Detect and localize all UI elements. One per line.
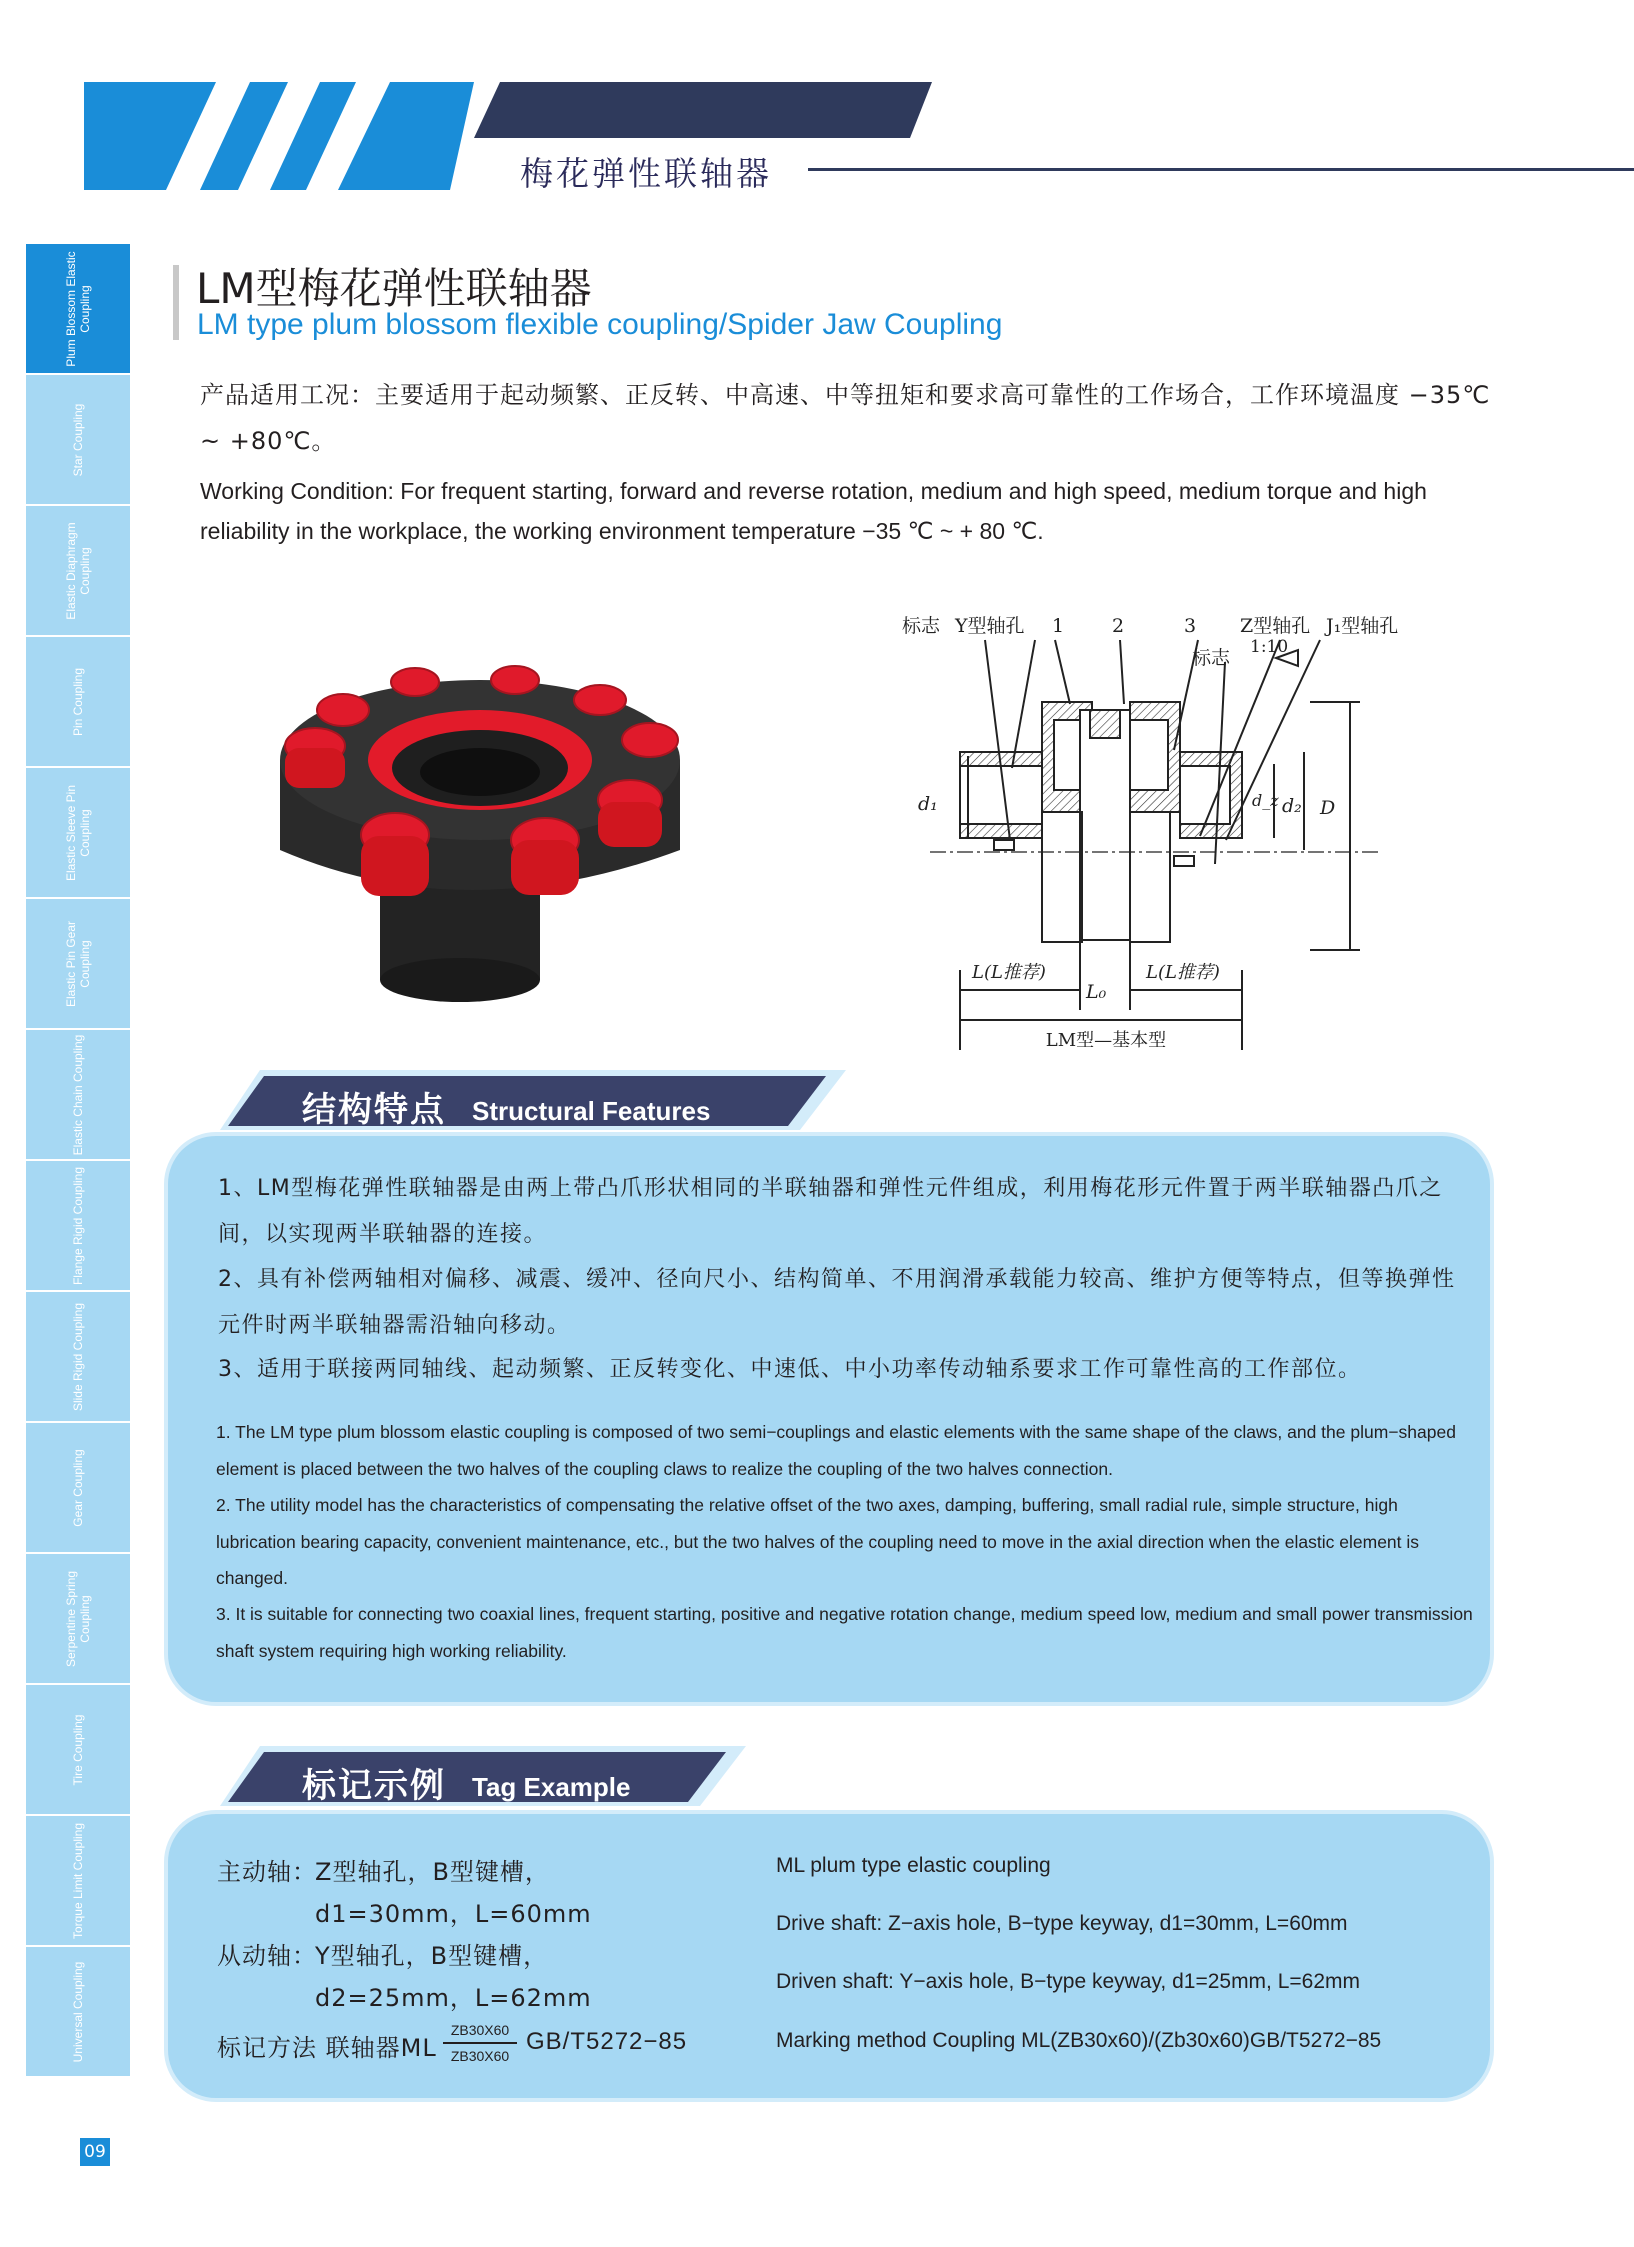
working-condition-cn: 产品适用工况：主要适用于起动频繁、正反转、中高速、中等扭矩和要求高可靠性的工作场合，工作环境温度 −35℃ ~ +80℃。 — [200, 381, 1491, 455]
marking-fraction-top: ZB30X60 — [450, 2022, 510, 2038]
side-tab-slide-rigid[interactable] — [26, 1292, 130, 1421]
working-condition-en: Working Condition: For frequent starting, forward and reverse rotation, medium and high speed, medium torque and high reliability in the workplace, the working environment temperature −35 ℃ ~ + 80 ℃. — [200, 478, 1427, 544]
side-navigation — [26, 244, 130, 2078]
drawing-label-z-hole: Z型轴孔 — [1240, 615, 1311, 637]
drawing-label-l-left: L(L推荐) — [972, 962, 1046, 983]
tag-en-title: ML plum type elastic coupling — [776, 1854, 1051, 1877]
drawing-label-d2: d₂ — [1282, 795, 1302, 817]
technical-drawing — [880, 600, 1440, 1060]
tag-en-driven: Driven shaft: Y−axis hole, B−type keyway, d1=25mm, L=62mm — [776, 1970, 1361, 1993]
drawing-label-y-hole: Y型轴孔 — [955, 615, 1025, 637]
side-tab-tire[interactable] — [26, 1685, 130, 1814]
drawing-label-l0: L₀ — [1086, 981, 1107, 1003]
side-tab-label: Elastic Sleeve Pin Coupling — [64, 784, 92, 881]
drive-shaft-line-1: Z型轴孔，B型键槽， — [315, 1858, 550, 1886]
side-tab-label: Elastic Pin Gear Coupling — [64, 920, 92, 1007]
side-tab-label: Universal Coupling — [71, 1961, 85, 2062]
page-number: 09 — [80, 2138, 110, 2166]
title-accent-bar — [173, 265, 179, 340]
side-tab-label: Plum Blossom Elastic Coupling — [64, 250, 92, 367]
side-tab-label: Star Coupling — [71, 403, 85, 476]
tag-en-method: Marking method Coupling ML(ZB30x60)/(Zb30x60)GB/T5272−85 — [776, 2029, 1382, 2052]
feature-en-2: 2. The utility model has the characteristics of compensating the relative offset of the two axes, damping, buffering, small radial rule, simple structure, high lubrication bearing capacity, convenient maintenance, etc., but the two halves of the coupling need to move in the axial direction when the elastic element is changed. — [216, 1495, 1420, 1588]
tag-en-drive: Drive shaft: Z−axis hole, B−type keyway, d1=30mm, L=60mm — [776, 1912, 1348, 1935]
side-tab-elastic-diaphragm[interactable] — [26, 506, 130, 635]
feature-cn-2: 2、具有补偿两轴相对偏移、减震、缓冲、径向尺小、结构简单、不用润滑承载能力较高、维护方便等特点，但等换弹性元件时两半联轴器需沿轴向移动。 — [218, 1267, 1456, 1338]
tag-heading-en: Tag Example — [472, 1772, 631, 1802]
product-title-en: LM type plum blossom flexible coupling/Spider Jaw Coupling — [197, 308, 1003, 341]
drawing-label-dz: d_z — [1252, 791, 1279, 810]
drawing-label-3: 3 — [1184, 615, 1197, 637]
tag-heading-cn: 标记示例 — [302, 1766, 446, 1806]
drawing-label-mark: 标志 — [902, 615, 941, 637]
drawing-label-D: D — [1320, 797, 1336, 819]
drawing-label-l-right: L(L推荐) — [1146, 962, 1220, 983]
side-tab-star[interactable] — [26, 375, 130, 504]
side-tab-plum-blossom[interactable] — [26, 244, 130, 373]
side-tab-universal[interactable] — [26, 1947, 130, 2076]
driven-shaft-label: 从动轴： — [217, 1942, 317, 1970]
drawing-caption: LM型—基本型 — [1045, 1030, 1167, 1051]
drawing-label-mark-2: 标志 — [1192, 647, 1231, 669]
side-tab-pin[interactable] — [26, 637, 130, 766]
drawing-label-j1-hole: J₁型轴孔 — [1326, 615, 1399, 637]
marking-method-label: 标记方法 联轴器ML — [217, 2034, 437, 2062]
marking-fraction-bar — [443, 2042, 517, 2044]
feature-en-3: 3. It is suitable for connecting two coaxial lines, frequent starting, positive and negative rotation change, medium speed low, medium and small power transmission shaft system requiring high working reliability. — [216, 1604, 1473, 1661]
side-tab-label: Flange Rigid Coupling — [71, 1166, 85, 1285]
side-tab-elastic-chain[interactable] — [26, 1030, 130, 1159]
side-tab-gear[interactable] — [26, 1423, 130, 1552]
drawing-label-d1: d₁ — [918, 793, 938, 815]
driven-shaft-line-1: Y型轴孔，B型键槽， — [315, 1942, 549, 1970]
product-photo — [265, 660, 685, 1020]
side-tab-label: Elastic Diaphragm Coupling — [64, 521, 92, 620]
side-tab-serpentine-spring[interactable] — [26, 1554, 130, 1683]
side-tab-label: Pin Coupling — [71, 667, 85, 736]
drive-shaft-line-2: d1=30mm，L=60mm — [315, 1900, 592, 1928]
features-heading-en: Structural Features — [472, 1096, 711, 1126]
side-tab-label: Torque Limit Coupling — [71, 1822, 85, 1939]
side-tab-label: Gear Coupling — [71, 1448, 85, 1527]
side-tab-elastic-sleeve-pin[interactable] — [26, 768, 130, 897]
features-heading-cn: 结构特点 — [302, 1090, 446, 1130]
feature-cn-3: 3、适用于联接两同轴线、起动频繁、正反转变化、中速低、中小功率传动轴系要求工作可靠性高的工作部位。 — [218, 1357, 1362, 1382]
drive-shaft-label: 主动轴： — [217, 1858, 317, 1886]
header-title: 梅花弹性联轴器 — [520, 154, 772, 193]
marking-standard: GB/T5272−85 — [526, 2028, 688, 2055]
side-tab-elastic-pin-gear[interactable] — [26, 899, 130, 1028]
side-tab-torque-limit[interactable] — [26, 1816, 130, 1945]
feature-cn-1: 1、LM型梅花弹性联轴器是由两上带凸爪形状相同的半联轴器和弹性元件组成，利用梅花形元件置于两半联轴器凸爪之间，以实现两半联轴器的连接。 — [218, 1176, 1443, 1247]
feature-en-1: 1. The LM type plum blossom elastic coupling is composed of two semi−couplings and elastic elements with the same shape of the claws, and the plum−shaped element is placed between the two halves of the coupling claws to realize the coupling of the two halves connection. — [216, 1422, 1456, 1479]
marking-fraction-bottom: ZB30X60 — [450, 2048, 510, 2064]
driven-shaft-line-2: d2=25mm，L=62mm — [315, 1984, 592, 2012]
drawing-label-2: 2 — [1112, 615, 1125, 637]
drawing-label-1: 1 — [1052, 615, 1065, 637]
drawing-label-taper: 1:10 — [1250, 637, 1289, 657]
header-divider — [808, 168, 1634, 171]
side-tab-flange-rigid[interactable] — [26, 1161, 130, 1290]
side-tab-label: Tire Coupling — [71, 1714, 85, 1785]
side-tab-label: Slide Rigid Coupling — [71, 1302, 85, 1411]
side-tab-label: Serpentine Spring Coupling — [64, 1570, 92, 1667]
product-title-cn: LM型梅花弹性联轴器 — [196, 264, 592, 313]
side-tab-label: Elastic Chain Coupling — [71, 1034, 85, 1155]
